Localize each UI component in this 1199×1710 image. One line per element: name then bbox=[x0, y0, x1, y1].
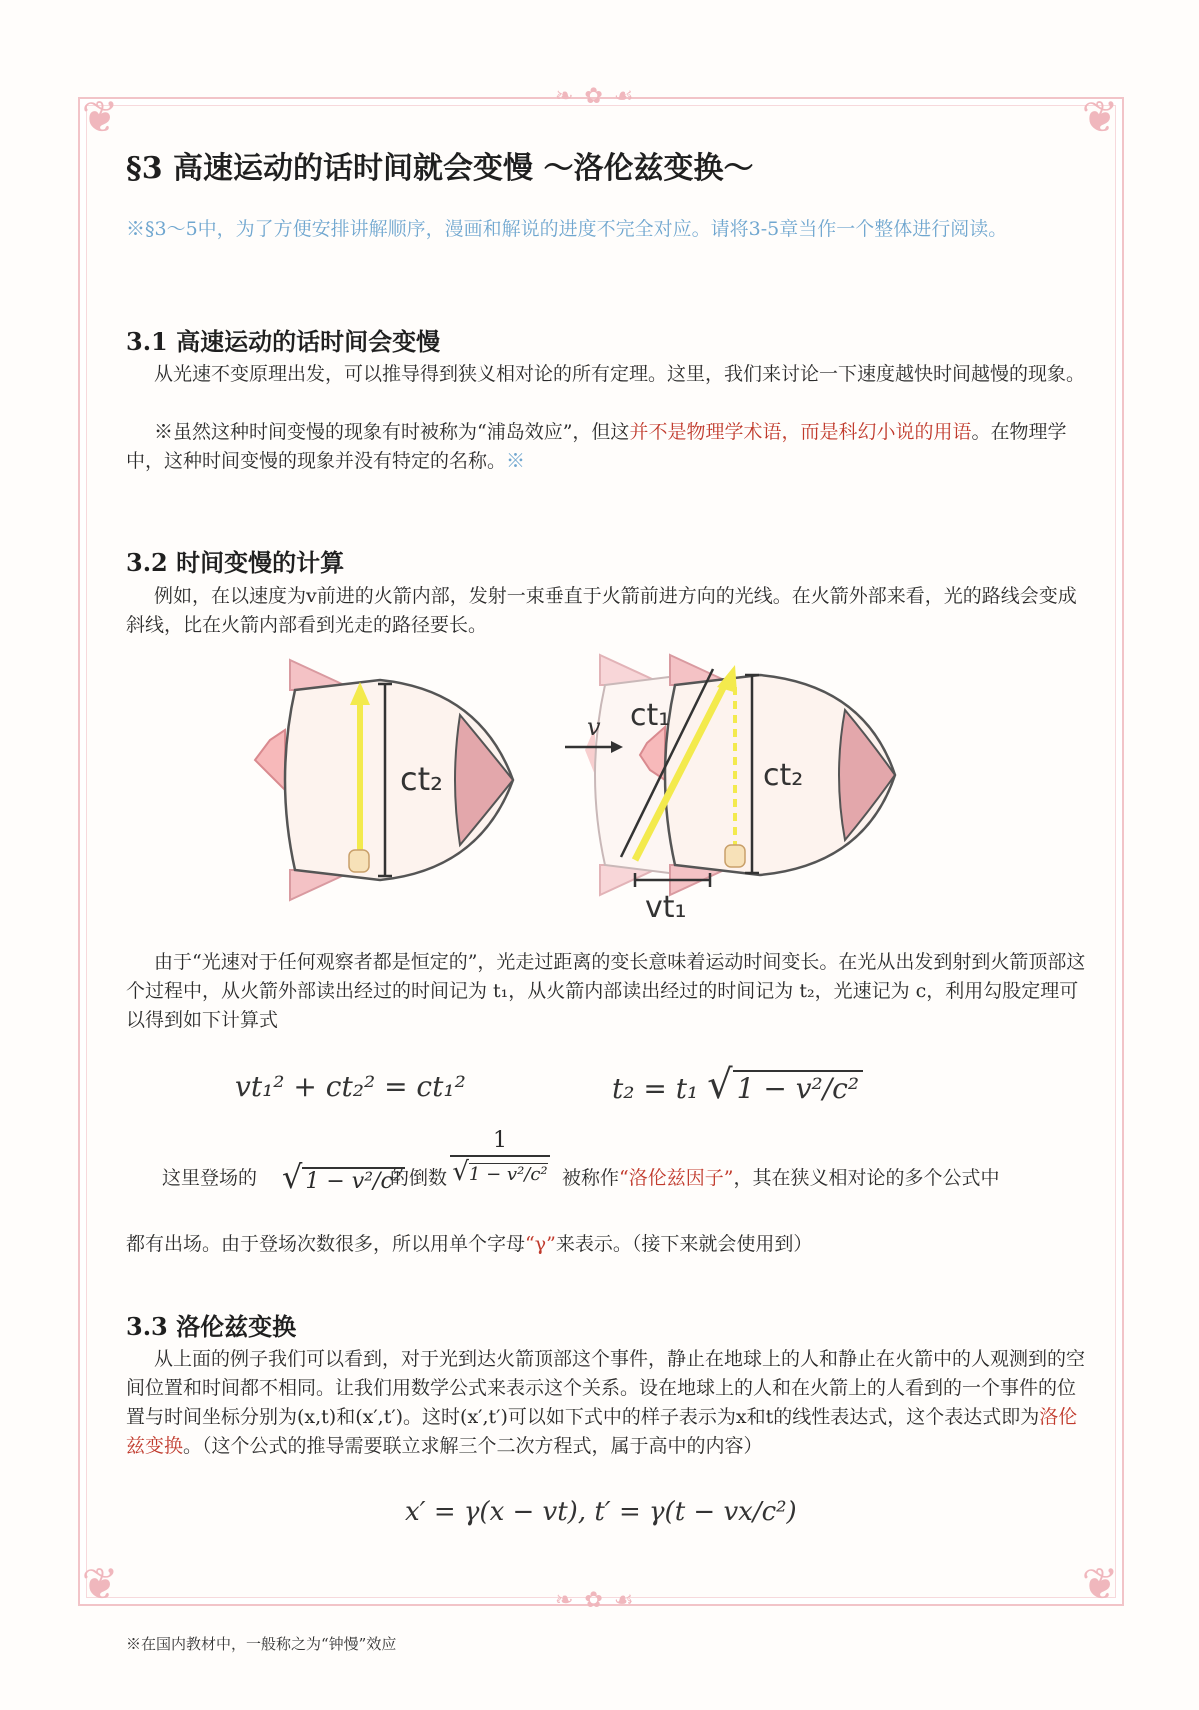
gamma-text-b: 的倒数 bbox=[390, 1167, 448, 1189]
fraction-numerator: 1 bbox=[450, 1128, 550, 1157]
sqrt-icon: √ bbox=[707, 1062, 733, 1108]
page-title: §3 高速运动的话时间就会变慢 ～洛伦兹变换～ bbox=[126, 151, 754, 186]
gamma-sentence-b: 来表示。（接下来就会使用到） bbox=[555, 1233, 813, 1255]
gamma-text-c-label: 被称作 bbox=[562, 1167, 620, 1189]
heading-3-1: 3.1 高速运动的话时间会变慢 bbox=[126, 327, 441, 356]
paragraph-3-1-note bbox=[126, 418, 1090, 476]
section-note: ※§3～5中，为了方便安排讲解顺序，漫画和解说的进度不完全对应。请将3-5章当作一个整体进行阅读。 bbox=[126, 218, 1008, 240]
lorentz-text-b: 。（这个公式的推导需要联立求解三个二次方程式，属于高中的内容） bbox=[183, 1435, 763, 1457]
note-text-end: 。在物理学中，这种时间变慢的现象并没有特定的名称。 bbox=[126, 421, 1067, 472]
paragraph-3-2: 例如，在以速度为v前进的火箭内部，发射一束垂直于火箭前进方向的光线。在火箭外部来看，光的路线会变成斜线，比在火箭内部看到光走的路径要长。 bbox=[126, 585, 1077, 636]
corner-ornament-icon: ❦ bbox=[81, 1559, 119, 1610]
footnote: ※在国内教材中，一般称之为“钟慢”效应 bbox=[126, 1635, 397, 1653]
corner-ornament-icon: ❦ bbox=[1081, 92, 1119, 143]
heading-3-3: 3.3 洛伦兹变换 bbox=[126, 1312, 297, 1341]
note-highlight: 并不是物理学术语，而是科幻小说的用语 bbox=[629, 421, 972, 443]
corner-ornament-icon: ❦ bbox=[1081, 1559, 1119, 1610]
paragraph-3-1: 从光速不变原理出发，可以推导得到狭义相对论的所有定理。这里，我们来讨论一下速度越快时间越慢的现象。 bbox=[154, 363, 1086, 385]
label-ct2-moving: ct₂ bbox=[763, 758, 804, 793]
rocket-moving-figure bbox=[587, 635, 925, 935]
gamma-text-a: 这里登场的 bbox=[162, 1167, 258, 1189]
sqrt-icon: √ bbox=[282, 1158, 303, 1196]
equation-time-dilation bbox=[612, 1062, 863, 1108]
gamma-symbol-highlight: “γ” bbox=[525, 1233, 556, 1255]
corner-ornament-icon: ❦ bbox=[81, 92, 119, 143]
equation-lorentz: x′ = γ(x − vt), t′ = γ(t − vx/c²) bbox=[405, 1497, 797, 1527]
gamma-text-c bbox=[562, 1163, 999, 1190]
paragraph-3-2-b: 由于“光速对于任何观察者都是恒定的”，光走过距离的变长意味着运动时间变长。在光从出发到射到火箭顶部这个过程中，从火箭外部读出经过的时间记为 t₁，从火箭内部读出经过的时间记为 t₂，光速记为 c，利用勾股定理可以得到如下计算式 bbox=[126, 951, 1086, 1031]
rocket-static-figure bbox=[245, 650, 525, 910]
fraction-denominator bbox=[450, 1157, 550, 1187]
label-ct2: ct₂ bbox=[400, 760, 443, 798]
label-ct1: ct₁ bbox=[630, 698, 671, 733]
gamma-fraction bbox=[450, 1128, 550, 1187]
fraction-denominator-radicand: 1 − v²/c² bbox=[468, 1164, 548, 1185]
equation-pythagoras: vt₁² + ct₂² = ct₁² bbox=[235, 1070, 466, 1103]
heading-3-2: 3.2 时间变慢的计算 bbox=[126, 548, 345, 577]
gamma-radical bbox=[282, 1158, 405, 1196]
label-vt1: vt₁ bbox=[645, 890, 687, 925]
footnote-mark: ※ bbox=[506, 450, 526, 472]
lorentz-transform-highlight: 洛伦兹变换 bbox=[126, 1406, 1078, 1457]
note-text: ※虽然这种时间变慢的现象有时被称为“浦岛效应”，但这 bbox=[154, 421, 630, 443]
paragraph-3-3 bbox=[126, 1345, 1090, 1461]
sqrt-icon: √ bbox=[452, 1157, 469, 1187]
lorentz-text-a: 从上面的例子我们可以看到，对于光到达火箭顶部这个事件，静止在地球上的人和静止在火箭中的人观测到的空间位置和时间都不相同。让我们用数学公式来表示这个关系。设在地球上的人和在火箭上的人看到的一个事件的位置与时间坐标分别为(x,t)和(x′,t′)。这时(x′,t′)可以如下式中的样子表示为x和t的线性表达式，这个表达式即为 bbox=[126, 1348, 1086, 1428]
top-ornament-icon: ❧ ✿ ☙ bbox=[555, 84, 636, 109]
equation-lhs: t₂ = t₁ bbox=[612, 1072, 699, 1105]
gamma-sentence-a: 都有出场。由于登场次数很多，所以用单个字母 bbox=[126, 1233, 526, 1255]
gamma-text-d: ，其在狭义相对论的多个公式中 bbox=[733, 1167, 1000, 1189]
label-v: v bbox=[587, 713, 601, 741]
equation-radicand: 1 − v²/c² bbox=[733, 1070, 863, 1105]
paragraph-gamma bbox=[126, 1230, 1090, 1259]
bottom-ornament-icon: ❧ ✿ ☙ bbox=[555, 1588, 636, 1613]
lorentz-factor-highlight: “洛伦兹因子” bbox=[619, 1167, 734, 1189]
gamma-radicand: 1 − v²/c² bbox=[302, 1167, 404, 1194]
